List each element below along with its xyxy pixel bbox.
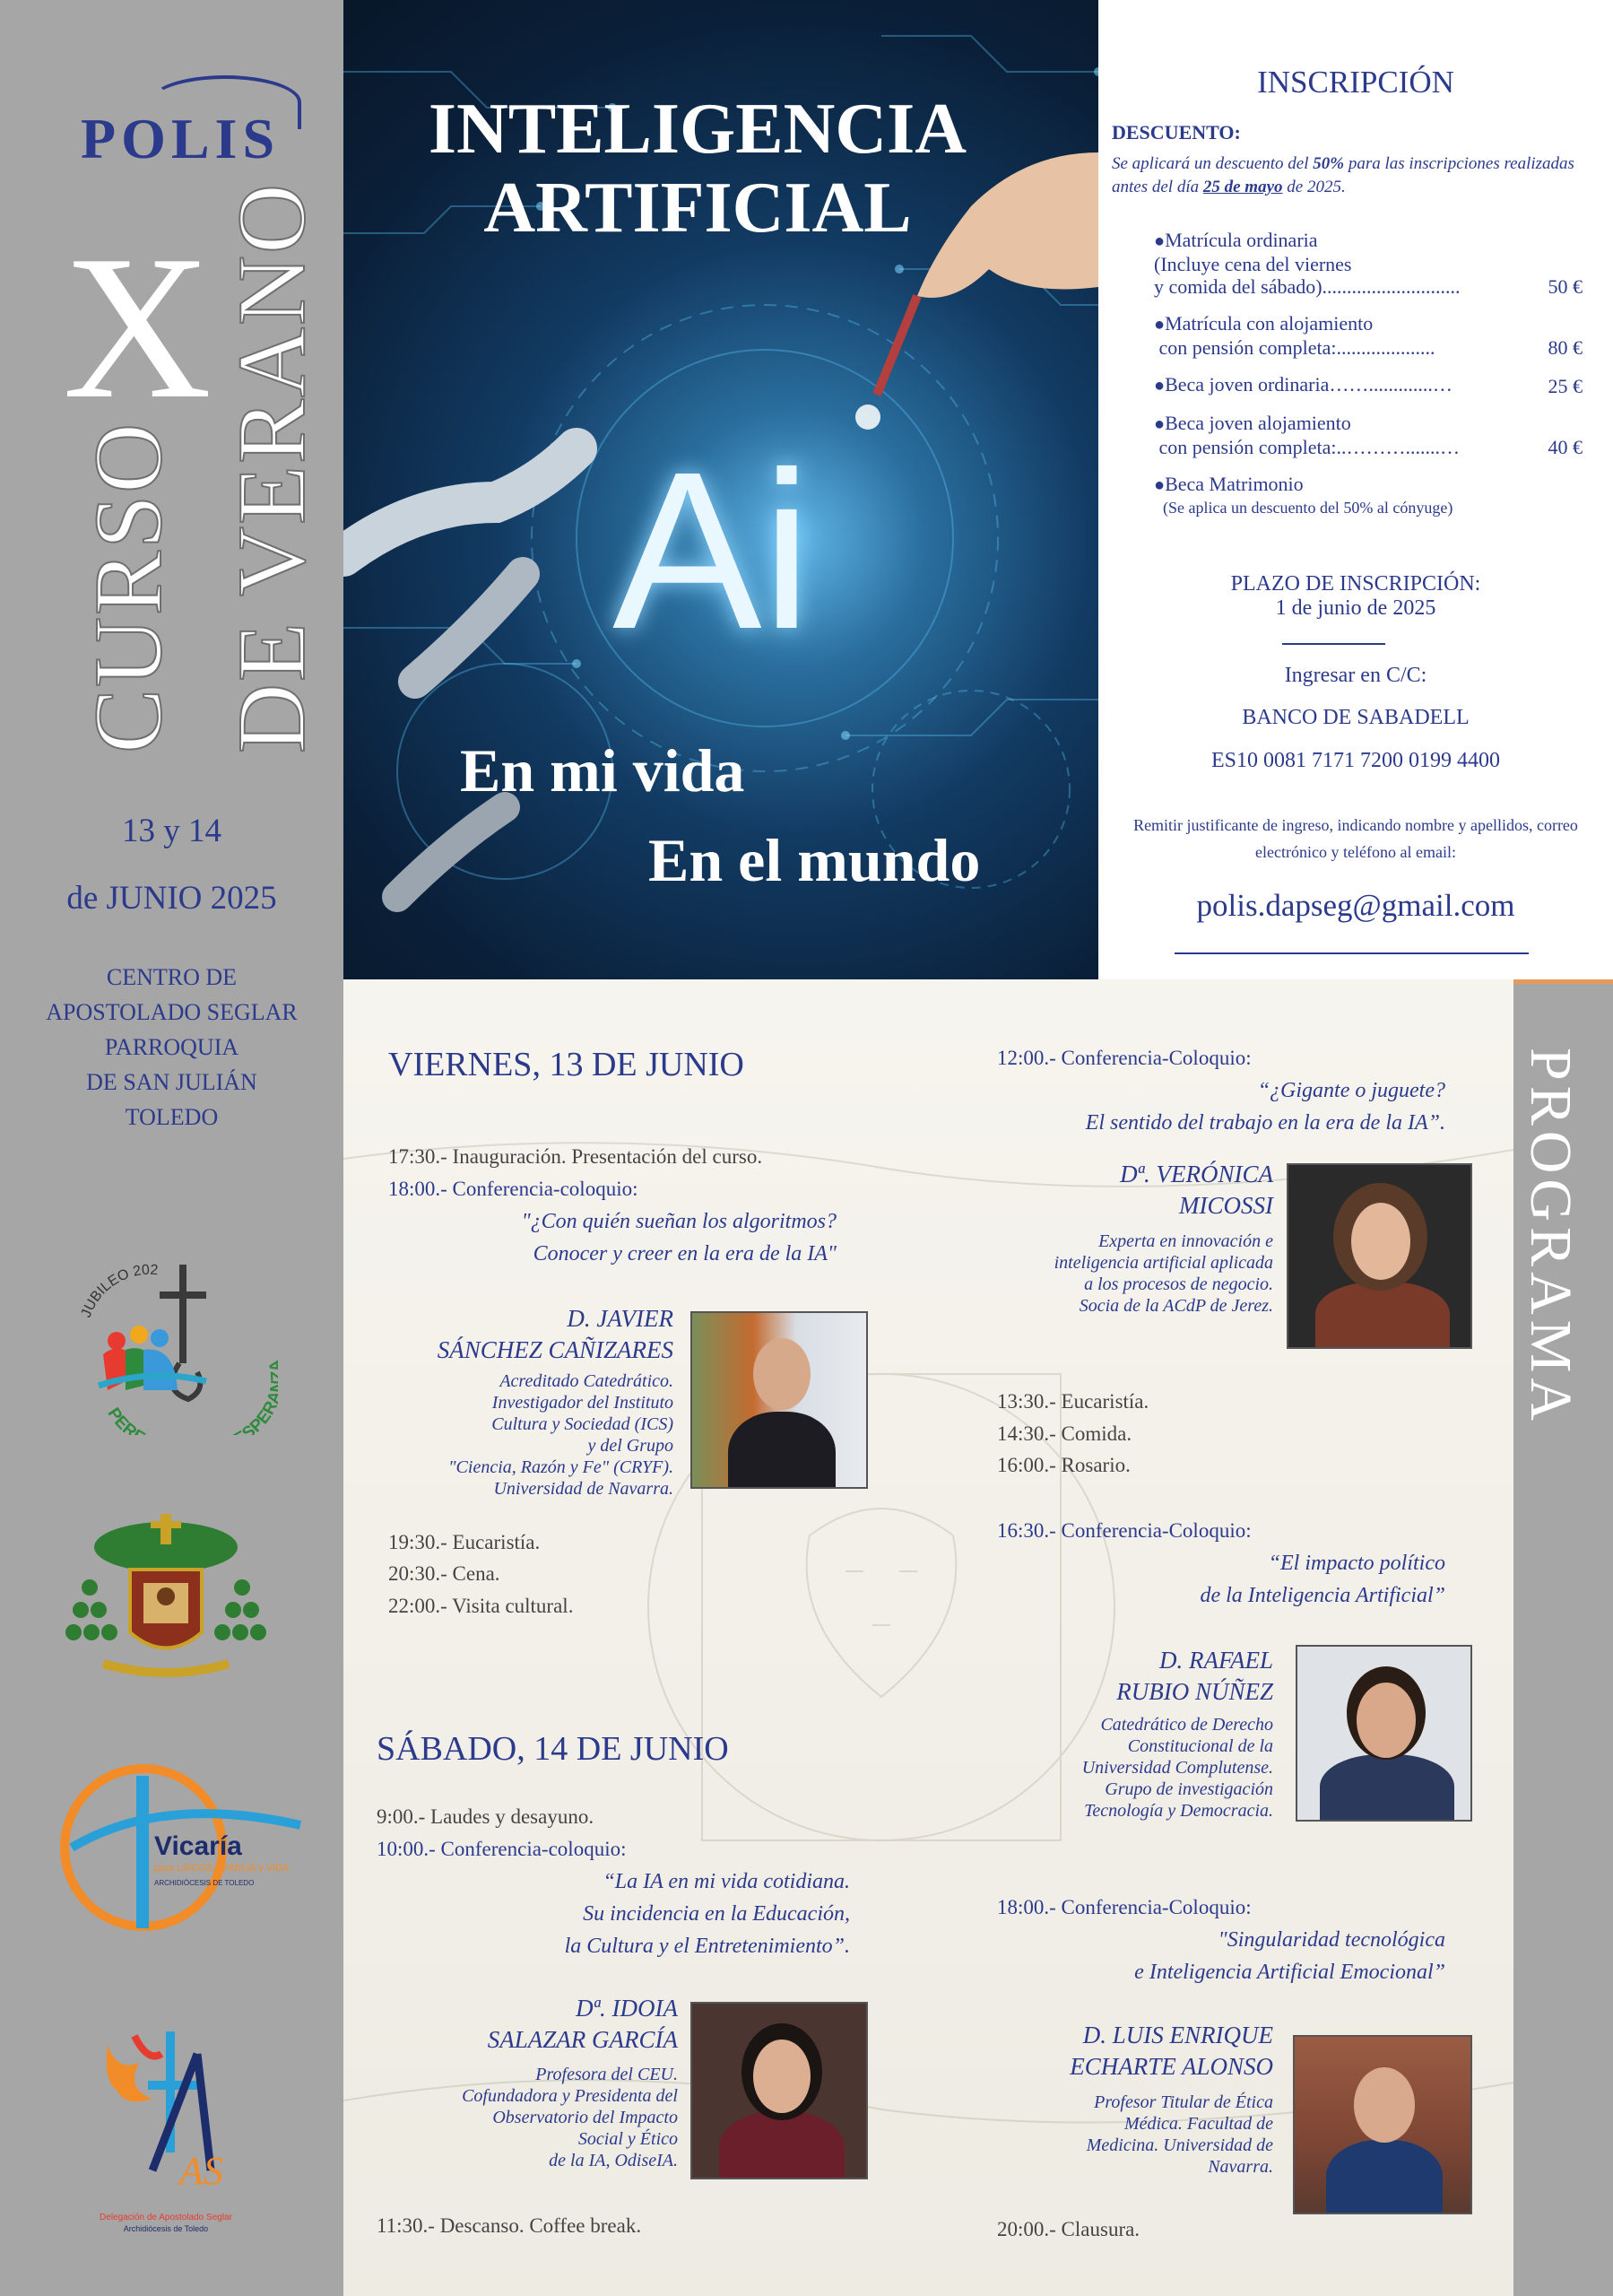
conference-label: 16:30.- Conferencia-Coloquio: bbox=[997, 1519, 1252, 1542]
vicaria-title: Vicaría bbox=[154, 1831, 242, 1861]
event-days: 13 y 14 bbox=[122, 813, 221, 849]
speaker-photo bbox=[1287, 1163, 1472, 1349]
speaker-photo bbox=[690, 2002, 868, 2179]
jubileo-bottom-text: PER SPE bbox=[103, 1405, 276, 1435]
fee-price: 25 € bbox=[1548, 375, 1583, 397]
speaker-photo bbox=[1296, 1645, 1472, 1822]
as-caption-1: Delegación de Apostolado Seglar bbox=[100, 2213, 232, 2222]
poster-title-line1: INTELIGENCIA bbox=[428, 90, 967, 169]
as-caption-2: Archidiócesis de Toledo bbox=[123, 2224, 209, 2233]
fee-list bbox=[1154, 229, 1583, 534]
vicaria-subtitle: para LAICOS, FAMILIA y VIDA bbox=[154, 1863, 290, 1874]
as-letters: AS bbox=[179, 2149, 223, 2193]
ai-mark: Ai bbox=[612, 425, 812, 675]
venue bbox=[0, 960, 343, 1135]
coat-of-arms-logo bbox=[54, 1507, 278, 1686]
fee-item: ●Beca joven alojamiento con pensión completa:..……….......… 40 € bbox=[1154, 412, 1583, 458]
poster-tagline-1: En mi vida bbox=[460, 736, 745, 804]
conference-label: 12:00.- Conferencia-Coloquio: bbox=[997, 1047, 1252, 1069]
conference-title: “¿Gigante o juguete? El sentido del trabajo en la era de la IA”. bbox=[1085, 1079, 1445, 1135]
polis-logo bbox=[50, 75, 310, 183]
venue-line: TOLEDO bbox=[125, 1104, 219, 1130]
remitir-text: Remitir justificante de ingreso, indicando nombre y apellidos, correo electrónico y teléfono al email: bbox=[1133, 816, 1578, 861]
fee-item: ●Beca joven ordinaria…….............… 25 € bbox=[1154, 373, 1583, 397]
course-title-line2: DE VERANO bbox=[219, 182, 325, 753]
fee-price: 80 € bbox=[1548, 336, 1583, 359]
speaker-bio: Profesora del CEU. Cofundadora y Presidenta del Observatorio del Impacto Social y Ético de la IA, OdiseIA. bbox=[462, 2065, 678, 2170]
jubileo-2025-logo bbox=[54, 1256, 278, 1435]
speaker-name: D. RAFAEL RUBIO NÚÑEZ bbox=[1116, 1647, 1273, 1705]
programa-label: PROGRAMA bbox=[1518, 1048, 1583, 1427]
event-month-year: de JUNIO 2025 bbox=[66, 880, 277, 917]
speaker-bio: Acreditado Catedrático. Investigador del Instituto Cultura y Sociedad (ICS) y del Grupo "Ciencia, Razón y Fe" (CRYF). Universidad de Navarra. bbox=[448, 1371, 673, 1499]
svg-text:JUBILEO 2025 bbox=[54, 1256, 159, 1319]
fee-item: ●Matrícula con alojamiento con pensión completa:.................... 80 € bbox=[1154, 312, 1583, 359]
conference-title: “La IA en mi vida cotidiana. Su incidencia en la Educación, la Cultura y el Entretenimiento”. bbox=[564, 1870, 850, 1958]
fee-price: 50 € bbox=[1548, 275, 1583, 298]
schedule-item: 16:00.- Rosario. bbox=[997, 1454, 1131, 1476]
conference-title: "Singularidad tecnológica e Inteligencia Artificial Emocional” bbox=[1134, 1928, 1445, 1984]
fee-item: ●Beca Matrimonio (Se aplica un descuento del 50% al cónyuge) bbox=[1154, 473, 1453, 517]
apostolado-seglar-logo bbox=[54, 2018, 278, 2251]
inscripcion-panel bbox=[1098, 0, 1613, 979]
schedule-item: 9:00.- Laudes y desayuno. bbox=[377, 1805, 594, 1828]
schedule-item: 22:00.- Visita cultural. bbox=[388, 1595, 574, 1617]
speaker-bio: Experta en innovación e inteligencia artificial aplicada a los procesos de negocio. Socia de la ACdP de Jerez. bbox=[1054, 1231, 1273, 1316]
fee-item: ●Matrícula ordinaria (Incluye cena del viernes y comida del sábado)............................ 50 € bbox=[1154, 229, 1583, 298]
poster-tagline-2: En el mundo bbox=[648, 826, 981, 894]
poster-image bbox=[343, 0, 1098, 979]
descuento-heading: DESCUENTO: bbox=[1112, 121, 1241, 144]
divider bbox=[1282, 643, 1385, 645]
schedule-item: 11:30.- Descanso. Coffee break. bbox=[377, 2214, 642, 2237]
speaker-name: D. JAVIER SÁNCHEZ CAÑIZARES bbox=[437, 1305, 673, 1363]
plazo-heading: PLAZO DE INSCRIPCIÓN: bbox=[1230, 572, 1481, 596]
speaker-photo bbox=[1293, 2035, 1472, 2214]
fee-price: 40 € bbox=[1548, 436, 1583, 458]
conference-title: “El impacto político de la Inteligencia Artificial” bbox=[1200, 1552, 1445, 1607]
speaker-photo bbox=[690, 1311, 868, 1489]
schedule-item: 20:30.- Cena. bbox=[388, 1562, 500, 1585]
venue-line: CENTRO DE bbox=[106, 964, 238, 990]
jubileo-top-text: JUBILEO 202 bbox=[78, 1262, 159, 1320]
plazo-date: 1 de junio de 2025 bbox=[1275, 596, 1436, 620]
poster-title bbox=[343, 90, 1052, 248]
speaker-name: Dª. IDOIA SALAZAR GARCÍA bbox=[487, 1995, 678, 2053]
divider bbox=[1175, 952, 1529, 954]
inscripcion-title: INSCRIPCIÓN bbox=[1257, 65, 1454, 100]
polis-logo-text: POLIS bbox=[80, 107, 281, 170]
bank-name: BANCO DE SABADELL bbox=[1242, 706, 1470, 729]
schedule-item: 13:30.- Eucaristía. bbox=[997, 1390, 1149, 1413]
conference-label: 10:00.- Conferencia-coloquio: bbox=[377, 1838, 627, 1860]
edition-numeral: X bbox=[63, 213, 212, 441]
accent-line bbox=[1513, 979, 1613, 984]
conference-label: 18:00.- Conferencia-coloquio: bbox=[388, 1178, 638, 1200]
contact-email[interactable]: polis.dapseg@gmail.com bbox=[1196, 888, 1515, 923]
poster-title-line2: ARTIFICIAL bbox=[483, 169, 912, 248]
schedule-item: 20:00.- Clausura. bbox=[997, 2218, 1140, 2240]
schedule-item: 17:30.- Inauguración. Presentación del curso. bbox=[388, 1145, 763, 1168]
schedule-item: 14:30.- Comida. bbox=[997, 1422, 1132, 1445]
saturday-heading: SÁBADO, 14 DE JUNIO bbox=[377, 1730, 729, 1768]
conference-label: 18:00.- Conferencia-Coloquio: bbox=[997, 1896, 1252, 1918]
plazo-inscripcion bbox=[1098, 572, 1613, 621]
descuento-text: Se aplicará un descuento del 50% para las inscripciones realizadas antes del día 25 de mayo de 2025. bbox=[1112, 154, 1574, 196]
venue-line: DE SAN JULIÁN bbox=[86, 1069, 257, 1095]
speaker-bio: Profesor Titular de Ética Médica. Facultad de Medicina. Universidad de Navarra. bbox=[1086, 2092, 1273, 2177]
iban: ES10 0081 7171 7200 0199 4400 bbox=[1210, 749, 1500, 772]
course-title-line1: CURSO bbox=[75, 421, 182, 753]
schedule-item: 19:30.- Eucaristía. bbox=[388, 1531, 541, 1553]
conference-title: "¿Con quién sueñan los algoritmos? Conocer y creer en la era de la IA" bbox=[521, 1210, 837, 1265]
friday-heading: VIERNES, 13 DE JUNIO bbox=[388, 1046, 744, 1083]
speaker-name: D. LUIS ENRIQUE ECHARTE ALONSO bbox=[1070, 2022, 1273, 2080]
venue-line: APOSTOLADO SEGLAR bbox=[46, 999, 298, 1025]
speaker-bio: Catedrático de Derecho Constitucional de la Universidad Complutense. Grupo de investigación Tecnología y Democracia. bbox=[1081, 1715, 1273, 1821]
speaker-name: Dª. VERÓNICA MICOSSI bbox=[1120, 1161, 1273, 1219]
vicaria-logo bbox=[54, 1758, 305, 1937]
vicaria-footer: ARCHIDIÓCESIS DE TOLEDO bbox=[154, 1879, 255, 1887]
venue-line: PARROQUIA bbox=[104, 1034, 239, 1060]
ingresar-label: Ingresar en C/C: bbox=[1284, 664, 1427, 687]
